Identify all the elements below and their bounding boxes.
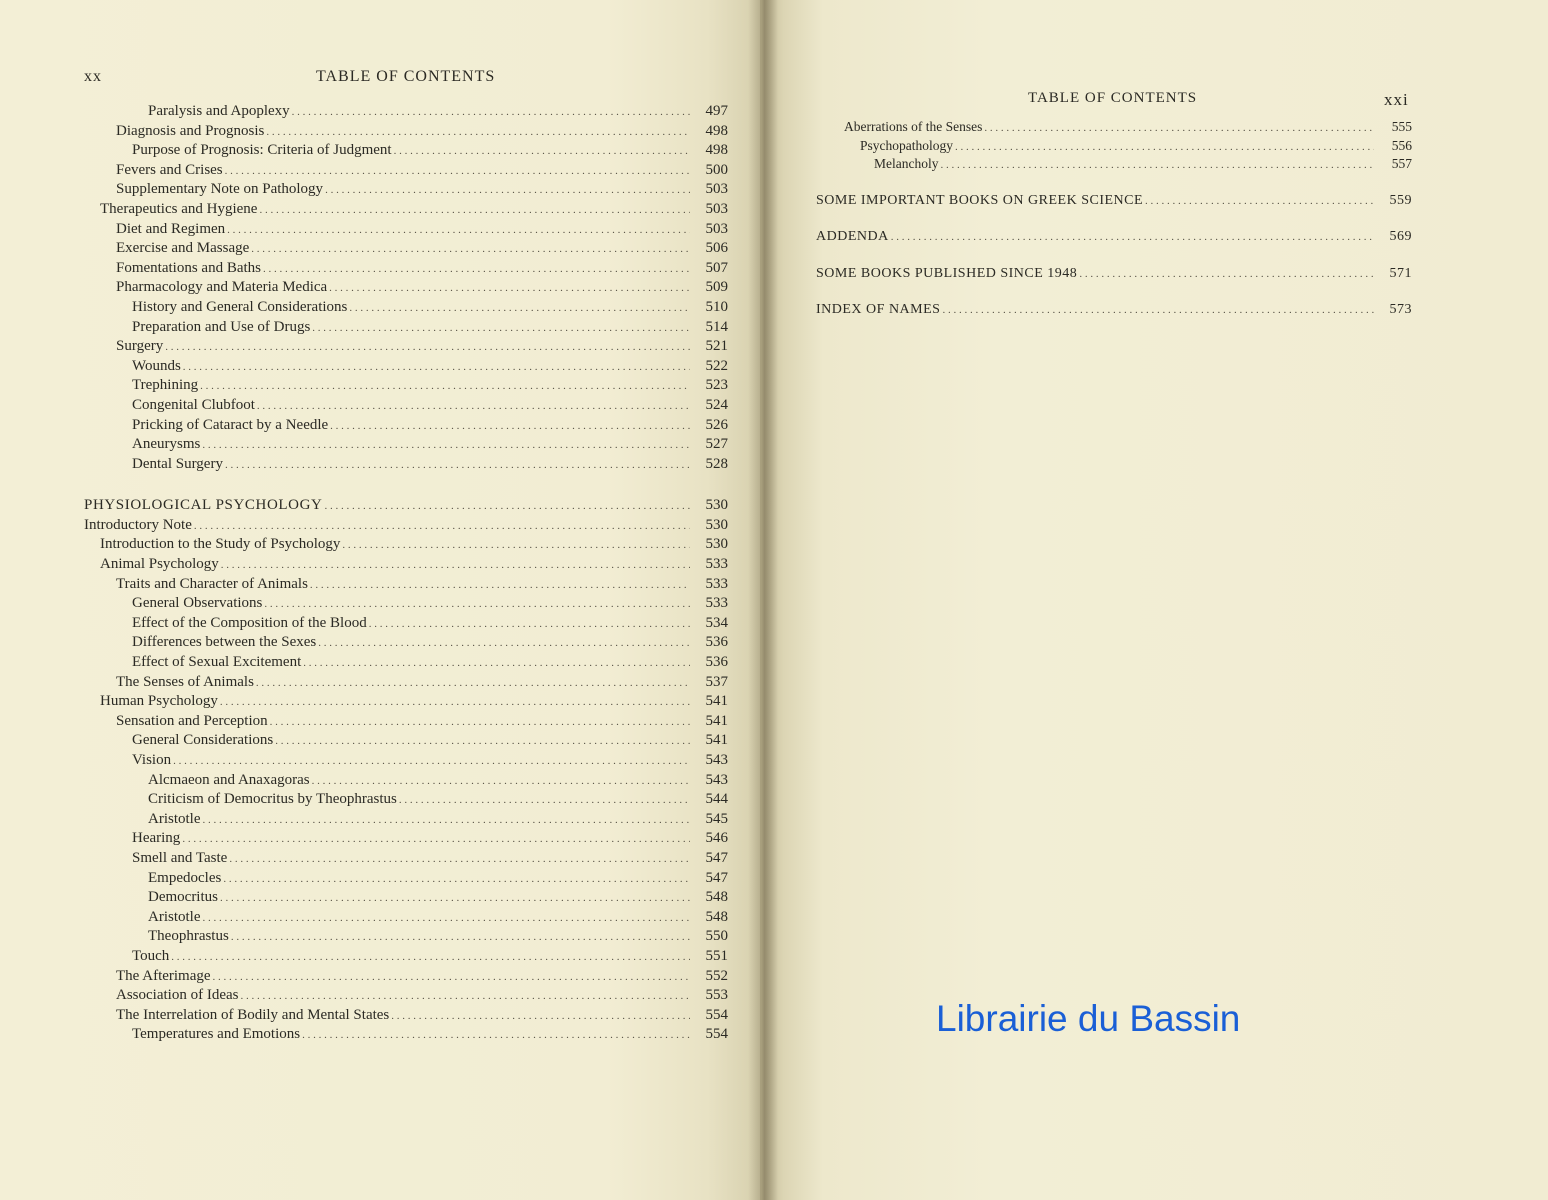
dot-leader — [264, 594, 690, 614]
toc-entry-title: Aristotle — [148, 908, 201, 925]
toc-entry — [816, 265, 1412, 284]
toc-entry — [84, 455, 728, 475]
dot-leader — [369, 614, 690, 634]
toc-entry-title: The Senses of Animals — [116, 673, 254, 690]
toc-entry-title: Vision — [132, 752, 172, 768]
left-page-number: xx — [84, 68, 102, 85]
dot-leader — [270, 712, 690, 732]
toc-entry — [84, 555, 728, 575]
toc-entry — [84, 298, 728, 318]
toc-entry — [816, 228, 1412, 247]
toc-entry — [84, 633, 728, 653]
toc-entry — [84, 161, 728, 181]
right-toc-list — [816, 118, 1412, 320]
toc-entry — [84, 259, 728, 279]
left-running-title: TABLE OF CONTENTS — [316, 68, 496, 85]
toc-entry-page: 548 — [705, 889, 728, 906]
toc-entry-page: 498 — [705, 122, 728, 139]
toc-entry-title: Association of Ideas — [116, 987, 239, 1004]
toc-entry-title: Traits and Character of Animals — [116, 575, 308, 592]
toc-entry-page: 553 — [705, 987, 728, 1004]
dot-leader — [1079, 265, 1374, 284]
dot-leader — [223, 869, 690, 889]
toc-entry-page: 543 — [705, 771, 728, 788]
toc-entry-page: 509 — [705, 279, 728, 296]
toc-entry — [84, 927, 728, 947]
left-toc-list — [84, 102, 728, 1045]
dot-leader — [229, 849, 690, 869]
dot-leader — [231, 927, 690, 947]
toc-entry-title: Trephining — [132, 377, 199, 394]
dot-leader — [1145, 192, 1374, 211]
toc-entry — [84, 516, 728, 536]
toc-entry — [84, 102, 728, 122]
toc-entry-page: 557 — [1391, 156, 1412, 171]
toc-entry-page: 541 — [705, 732, 728, 749]
toc-entry — [84, 673, 728, 693]
toc-entry-title: INDEX OF NAMES — [816, 302, 941, 317]
toc-entry-page: 521 — [705, 338, 728, 355]
toc-entry — [84, 357, 728, 377]
dot-leader — [303, 653, 690, 673]
dot-leader — [220, 692, 690, 712]
toc-entry-title: Temperatures and Emotions — [132, 1026, 301, 1043]
toc-entry-title: Preparation and Use of Drugs — [132, 318, 311, 335]
toc-entry-page: 510 — [705, 298, 728, 315]
toc-entry-title: Alcmaeon and Anaxagoras — [148, 771, 310, 788]
dot-leader — [312, 771, 690, 791]
dot-leader — [329, 278, 690, 298]
toc-entry-page: 530 — [705, 516, 728, 533]
toc-entry — [84, 692, 728, 712]
dot-leader — [221, 555, 690, 575]
toc-entry-page: 533 — [705, 595, 728, 612]
dot-leader — [275, 731, 690, 751]
toc-entry-page: 530 — [705, 536, 728, 553]
toc-entry — [84, 318, 728, 338]
toc-entry-title: The Afterimage — [116, 967, 211, 984]
toc-entry — [84, 810, 728, 830]
toc-entry — [84, 141, 728, 161]
dot-leader — [182, 829, 690, 849]
toc-entry-title: Psychopathology — [860, 137, 953, 153]
dot-leader — [256, 673, 690, 693]
toc-entry-title: Surgery — [116, 338, 164, 355]
toc-entry-page: 571 — [1389, 265, 1412, 281]
toc-entry-title: Purpose of Prognosis: Criteria of Judgment — [132, 142, 392, 159]
toc-entry-title: Effect of the Composition of the Blood — [132, 614, 367, 631]
toc-entry-title: Criticism of Democritus by Theophrastus — [148, 791, 397, 808]
toc-entry-title: Diagnosis and Prognosis — [116, 122, 265, 139]
toc-entry-title: Pharmacology and Materia Medica — [116, 279, 328, 296]
toc-entry-title: Aneurysms — [132, 436, 201, 453]
toc-entry — [816, 192, 1412, 211]
toc-entry-page: 556 — [1391, 137, 1412, 153]
toc-entry-title: The Interrelation of Bodily and Mental States — [116, 1006, 390, 1023]
toc-entry-title: Dental Surgery — [132, 455, 223, 472]
dot-leader — [183, 357, 690, 377]
toc-entry-title: Supplementary Note on Pathology — [116, 181, 324, 198]
toc-entry — [84, 731, 728, 751]
dot-leader — [292, 102, 690, 122]
dot-leader — [263, 259, 690, 279]
toc-entry-page: 541 — [705, 712, 728, 729]
toc-entry-page: 552 — [705, 967, 728, 984]
toc-entry-title: Differences between the Sexes — [132, 634, 317, 651]
toc-entry-page: 522 — [705, 357, 728, 374]
toc-entry-page: 536 — [705, 654, 728, 671]
toc-entry-title: Theophrastus — [148, 928, 229, 945]
toc-entry — [84, 278, 728, 298]
dot-leader — [240, 986, 690, 1006]
toc-entry-page: 506 — [705, 240, 728, 257]
toc-entry-title: Congenital Clubfoot — [132, 396, 255, 413]
toc-entry-title: Aberrations of the Senses — [844, 119, 983, 134]
dot-leader — [891, 228, 1374, 247]
toc-entry — [816, 118, 1412, 137]
toc-entry — [84, 220, 728, 240]
dot-leader — [318, 633, 690, 653]
dot-leader — [342, 535, 690, 555]
dot-leader — [266, 122, 690, 142]
book-gutter — [748, 0, 778, 1200]
toc-entry-page: 527 — [705, 436, 728, 453]
dot-leader — [312, 318, 690, 338]
toc-entry-page: 534 — [705, 614, 728, 631]
toc-entry-title: PHYSIOLOGICAL PSYCHOLOGY — [84, 497, 323, 514]
toc-entry-title: ADDENDA — [816, 229, 889, 244]
toc-entry — [816, 155, 1412, 174]
dot-leader — [399, 790, 690, 810]
toc-entry-page: 526 — [705, 416, 728, 433]
dot-leader — [325, 180, 690, 200]
toc-entry — [84, 416, 728, 436]
toc-entry-title: Hearing — [132, 830, 181, 847]
toc-entry — [816, 137, 1412, 156]
toc-entry — [84, 594, 728, 614]
toc-entry — [84, 396, 728, 416]
toc-entry — [84, 849, 728, 869]
toc-entry-title: SOME IMPORTANT BOOKS ON GREEK SCIENCE — [816, 192, 1144, 208]
toc-entry-title: Democritus — [148, 889, 218, 906]
toc-entry — [84, 614, 728, 634]
toc-entry-title: Fomentations and Baths — [116, 259, 261, 276]
toc-entry-page: 559 — [1389, 192, 1412, 208]
toc-entry-page: 500 — [705, 161, 728, 178]
toc-entry-page: 547 — [705, 869, 728, 886]
toc-entry — [84, 967, 728, 987]
toc-entry — [84, 200, 728, 220]
toc-entry-title: Paralysis and Apoplexy — [148, 103, 290, 119]
toc-entry-title: Diet and Regimen — [116, 220, 226, 237]
toc-entry-title: Sensation and Perception — [116, 712, 268, 729]
toc-entry-page: 503 — [705, 181, 728, 198]
toc-entry-title: History and General Considerations — [132, 298, 348, 315]
toc-entry-page: 554 — [705, 1026, 728, 1043]
toc-entry-page: 524 — [705, 396, 728, 413]
toc-entry — [84, 790, 728, 810]
dot-leader — [173, 751, 690, 771]
dot-leader — [203, 908, 691, 928]
toc-entry-page: 551 — [705, 947, 728, 964]
dot-leader — [200, 376, 690, 396]
toc-entry — [84, 712, 728, 732]
toc-entry-title: Empedocles — [148, 869, 222, 886]
dot-leader — [349, 298, 690, 318]
toc-entry-title: Touch — [132, 947, 170, 964]
toc-entry-title: Exercise and Massage — [116, 240, 250, 257]
toc-entry-page: 550 — [705, 928, 728, 945]
toc-entry — [84, 239, 728, 259]
toc-entry-title: General Observations — [132, 595, 263, 612]
toc-entry — [84, 122, 728, 142]
toc-entry — [84, 435, 728, 455]
toc-entry-page: 503 — [705, 220, 728, 237]
toc-entry-page: 541 — [705, 693, 728, 710]
toc-entry-page: 498 — [705, 142, 728, 159]
toc-entry-page: 514 — [705, 318, 728, 335]
toc-entry-page: 537 — [705, 673, 728, 690]
dot-leader — [202, 435, 690, 455]
toc-entry-title: Pricking of Cataract by a Needle — [132, 416, 329, 433]
dot-leader — [227, 220, 690, 240]
toc-entry — [84, 986, 728, 1006]
toc-entry-title: Fevers and Crises — [116, 161, 223, 178]
toc-entry — [84, 376, 728, 396]
toc-entry-title: Introductory Note — [84, 516, 192, 533]
toc-entry — [84, 180, 728, 200]
toc-entry-page: 507 — [705, 259, 728, 276]
dot-leader — [165, 337, 690, 357]
toc-entry — [84, 337, 728, 357]
dot-leader — [391, 1006, 690, 1026]
dot-leader — [302, 1025, 690, 1045]
toc-entry-page: 497 — [705, 103, 728, 119]
dot-leader — [324, 496, 690, 516]
dot-leader — [257, 396, 690, 416]
toc-entry-title: Melancholy — [874, 156, 939, 171]
dot-leader — [203, 810, 691, 830]
toc-entry-title: SOME BOOKS PUBLISHED SINCE 1948 — [816, 265, 1078, 281]
dot-leader — [955, 137, 1374, 156]
toc-entry — [84, 869, 728, 889]
toc-entry — [84, 771, 728, 791]
dot-leader — [259, 200, 690, 220]
dot-leader — [220, 888, 690, 908]
dot-leader — [251, 239, 690, 259]
toc-entry-title: Wounds — [132, 357, 181, 374]
toc-entry-page: 528 — [705, 455, 728, 472]
toc-entry-title: Animal Psychology — [100, 556, 219, 573]
toc-entry-page: 536 — [705, 634, 728, 651]
toc-entry-page: 544 — [705, 791, 728, 808]
toc-entry-page: 533 — [705, 556, 728, 573]
dot-leader — [984, 118, 1374, 137]
dot-leader — [225, 455, 690, 475]
toc-entry — [84, 751, 728, 771]
toc-entry — [84, 575, 728, 595]
toc-entry-page: 555 — [1391, 119, 1412, 134]
dot-leader — [940, 155, 1374, 174]
right-running-title: TABLE OF CONTENTS — [1028, 90, 1198, 106]
toc-entry-page: 573 — [1389, 302, 1412, 317]
toc-entry — [84, 829, 728, 849]
watermark-text: Librairie du Bassin — [936, 998, 1241, 1039]
toc-entry-page: 503 — [705, 200, 728, 217]
toc-entry-page: 554 — [705, 1006, 728, 1023]
toc-entry-page: 545 — [705, 810, 728, 827]
dot-leader — [194, 516, 690, 536]
dot-leader — [213, 967, 690, 987]
toc-entry-title: Therapeutics and Hygiene — [100, 200, 258, 217]
toc-entry — [84, 888, 728, 908]
toc-entry-page: 548 — [705, 908, 728, 925]
toc-entry-title: Smell and Taste — [132, 849, 228, 866]
toc-entry-title: Human Psychology — [100, 693, 218, 710]
toc-entry-page: 543 — [705, 752, 728, 768]
dot-leader — [310, 575, 690, 595]
toc-entry — [816, 301, 1412, 320]
left-page — [0, 0, 760, 1200]
toc-entry — [84, 535, 728, 555]
toc-entry-page: 569 — [1389, 229, 1412, 244]
toc-entry-title: Aristotle — [148, 810, 201, 827]
toc-entry-page: 530 — [705, 497, 728, 514]
dot-leader — [225, 161, 690, 181]
toc-entry — [84, 653, 728, 673]
toc-entry-page: 546 — [705, 830, 728, 847]
toc-entry — [84, 908, 728, 928]
toc-entry-title: Introduction to the Study of Psychology — [100, 536, 341, 553]
toc-entry-page: 523 — [705, 377, 728, 394]
dot-leader — [394, 141, 690, 161]
toc-entry — [84, 947, 728, 967]
toc-entry-title: Effect of Sexual Excitement — [132, 654, 302, 671]
right-page-number: xxi — [1384, 90, 1409, 109]
toc-entry-page: 547 — [705, 849, 728, 866]
dot-leader — [171, 947, 690, 967]
dot-leader — [330, 416, 690, 436]
dot-leader — [942, 301, 1374, 320]
toc-entry-title: General Considerations — [132, 732, 274, 749]
toc-entry-page: 533 — [705, 575, 728, 592]
toc-entry — [84, 1025, 728, 1045]
toc-entry — [84, 1006, 728, 1026]
toc-entry — [84, 496, 728, 516]
